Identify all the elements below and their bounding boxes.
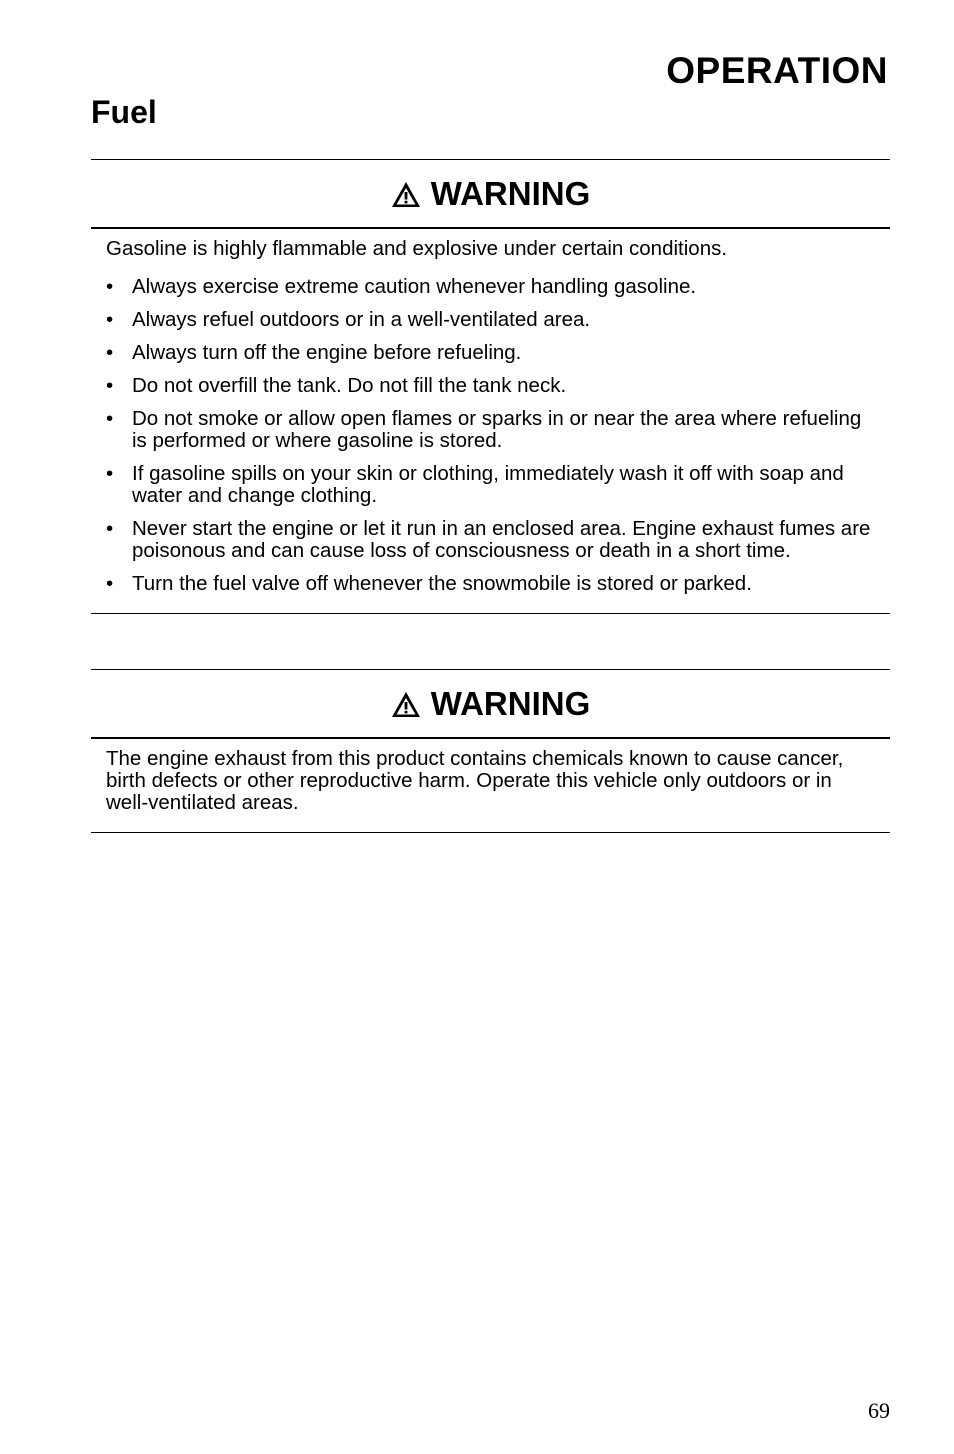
list-item [106,463,875,507]
list-item [106,573,875,595]
bullet: • [106,572,114,595]
chapter-title: OPERATION [666,50,888,91]
warning-heading-text: WARNING [430,174,591,212]
list-item [106,518,875,562]
page-number: 69 [868,1398,890,1423]
exhaust-warning-box [91,669,890,833]
warning-intro: Gasoline is highly flammable and explosive under certain conditions. [106,237,728,260]
bullet: • [106,407,114,430]
section-title: Fuel [91,94,157,130]
bullet: • [106,517,114,540]
list-item-text: Turn the fuel valve off whenever the snowmobile is stored or parked. [132,572,752,595]
fuel-warning-box [91,159,890,614]
list-item [106,375,875,397]
warning-body [91,229,890,613]
list-item-text: Never start the engine or let it run in an enclosed area. Engine exhaust fumes are poisonous and can cause loss of consciousness or death in a short time. [132,517,871,562]
warning-heading-text: WARNING [430,684,591,722]
warning-body [91,739,890,832]
warning-intro: The engine exhaust from this product contains chemicals known to cause cancer, birth defects or other reproductive harm. Operate this vehicle only outdoors or in well-ventilated areas. [106,747,844,814]
list-item-text: Do not overfill the tank. Do not fill the tank neck. [132,374,567,397]
warning-list [106,276,875,595]
list-item [106,309,875,331]
warning-triangle-icon [391,181,421,208]
bullet: • [106,462,114,485]
bullet: • [106,341,114,364]
list-item-text: Always turn off the engine before refueling. [132,341,522,364]
list-item-text: Always exercise extreme caution whenever handling gasoline. [132,275,697,298]
list-item [106,342,875,364]
bullet: • [106,308,114,331]
bullet: • [106,275,114,298]
list-item [106,408,875,452]
list-item-text: Always refuel outdoors or in a well-ventilated area. [132,308,591,331]
warning-heading [91,670,890,739]
warning-triangle-icon [391,691,421,718]
list-item [106,276,875,298]
warning-heading [91,160,890,229]
bullet: • [106,374,114,397]
list-item-text: Do not smoke or allow open flames or sparks in or near the area where refueling is performed or where gasoline is stored. [132,407,862,452]
list-item-text: If gasoline spills on your skin or clothing, immediately wash it off with soap and water and change clothing. [132,462,844,507]
